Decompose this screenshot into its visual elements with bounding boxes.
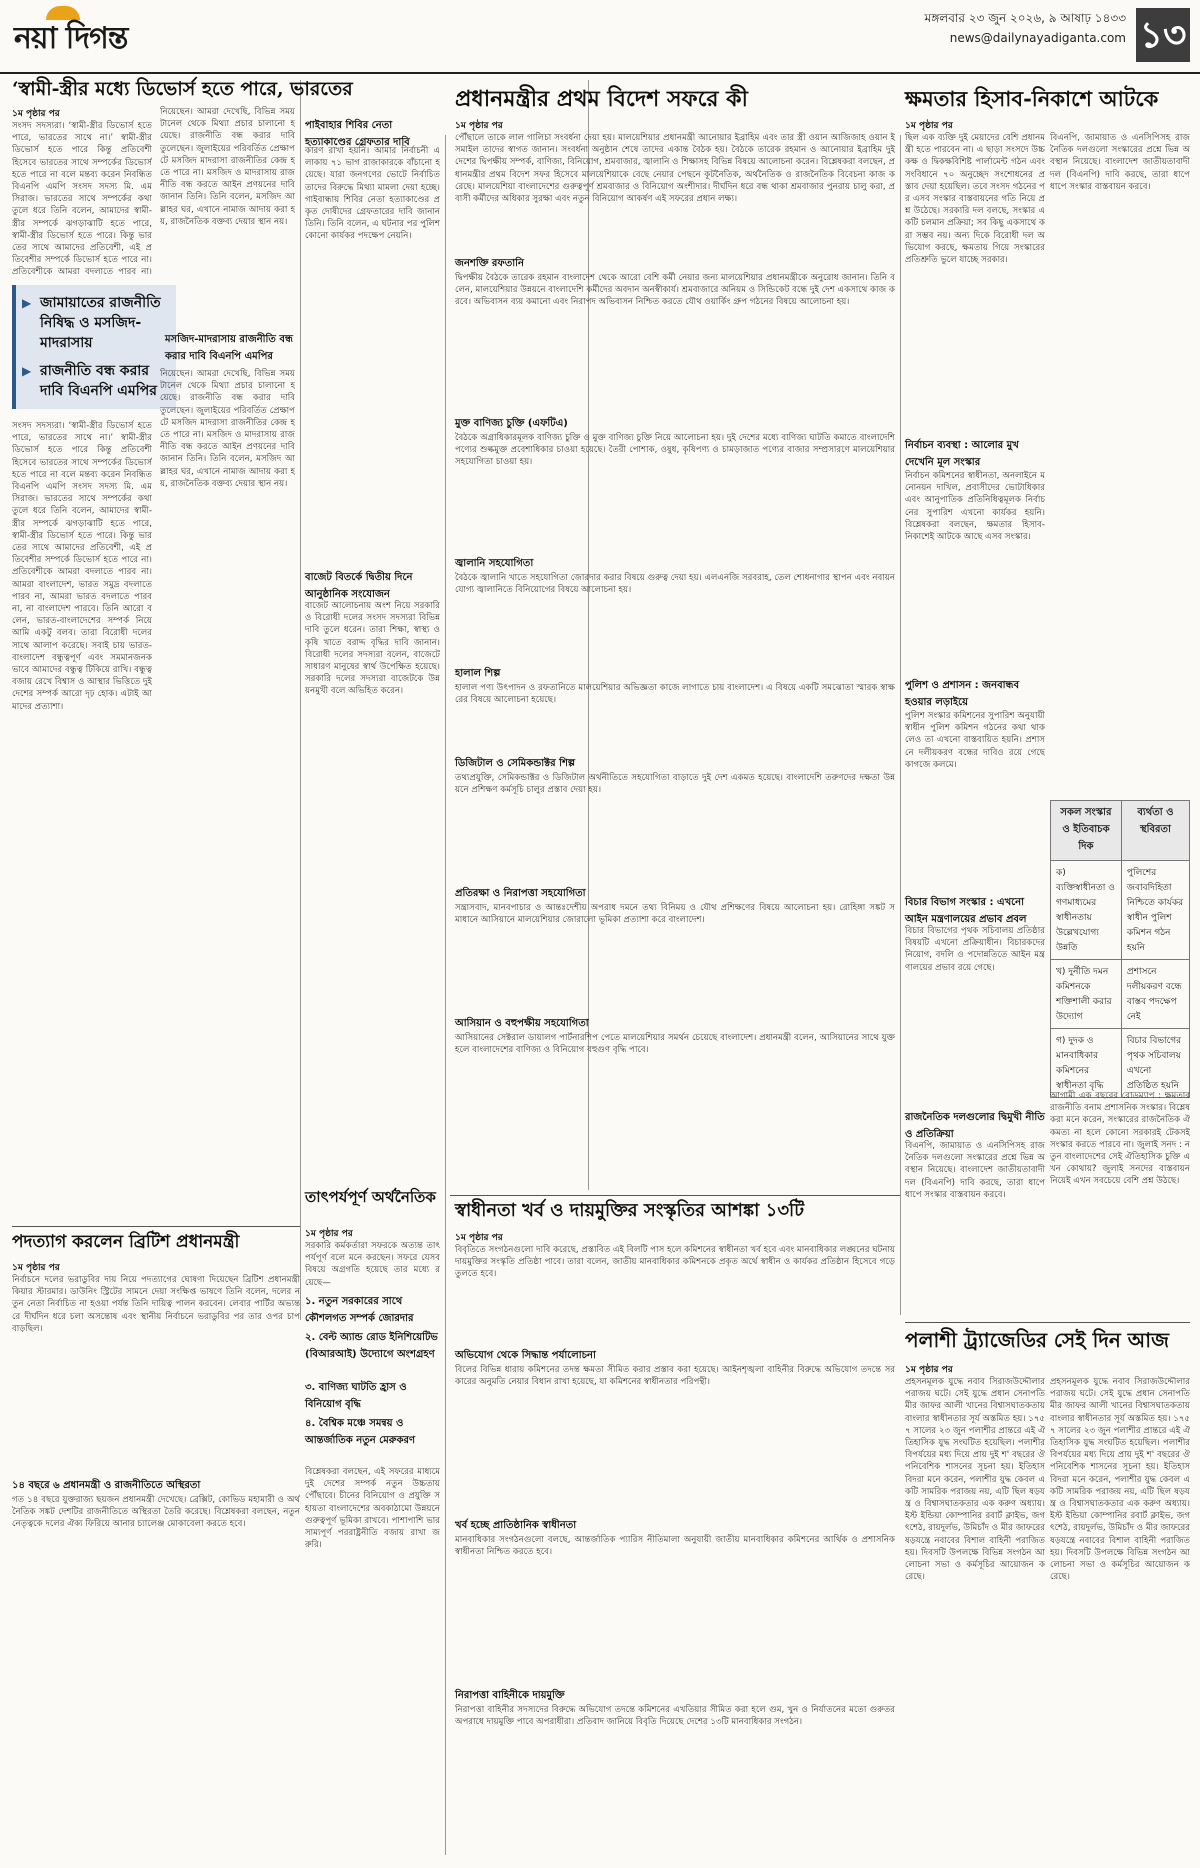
section-subhead: ১৪ বছরে ৬ প্রধানমন্ত্রী ও রাজনীতিতে অস্থিরতা [12, 1480, 201, 1491]
article-body: প্রহসনমূলক যুদ্ধে নবাব সিরাজউদ্দৌলার পরাজয় ঘটে। সেই যুদ্ধে প্রধান সেনাপতি মীর জাফর আলী খানের বিশ্বাসঘাতকতায় বাংলার স্বাধীনতার সূর্য অস্তমিত হয়। ১৭৫৭ সালের ২৩ জুন পলাশীর প্রান্তরে এই ঐতিহাসিক যুদ্ধ সংঘটিত হয়েছিল। পলাশীর বিপর্যয়ের মধ্য দিয়ে প্রায় দুই শ' বছরের ঔপনিবেশিক শাসনের সূচনা হয়। ইতিহাসবিদরা মনে করেন, পলাশীর যুদ্ধ কেবল একটি সামরিক পরাজয় নয়, এটি ছিল ষড়যন্ত্র ও বিশ্বাসঘাতকতার এক করুণ অধ্যায়। ইস্ট ইন্ডিয়া কোম্পানির রবার্ট ক্লাইভ, জগৎশেঠ, রায়দুর্লভ, উমিচাঁদ ও মীর জাফরের ষড়যন্ত্রে নবাবের বিশাল বাহিনী পরাজিত হয়। দিবসটি উপলক্ষে বিভিন্ন সংগঠন আলোচনা সভা ও কর্মসূচির আয়োজন করেছে। [905, 1377, 1045, 1583]
section-subhead: মসজিদ-মাদরাসায় রাজনীতি বন্ধ করার দাবি বিএনপি এমপির [165, 334, 293, 362]
issue-date: মঙ্গলবার ২৩ জুন ২০২৬, ৯ আষাঢ় ১৪৩৩ [924, 11, 1126, 25]
article-body: বৈঠকে অগ্রাধিকারমূলক বাণিজ্য চুক্তি ও মুক্ত বাণিজ্য চুক্তি নিয়ে আলোচনা হয়। দুই দেশের মধ্যে বাণিজ্য ঘাটতি কমাতে বাংলাদেশি পণ্যের শুল্কমুক্ত প্রবেশাধিকার চাওয়া হয়েছে। তৈরী পোশাক, ওষুধ, কৃষিপণ্য ও চামড়াজাত পণ্যের বাজার সম্প্রসারণে মালয়েশিয়ার সহযোগিতা চাওয়া হয়। [455, 433, 895, 468]
pull-quote-item: ▶ রাজনীতি বন্ধ করার দাবি বিএনপি এমপির [22, 361, 170, 401]
article-body: নির্বাচনে দলের ভরাডুবির দায় নিয়ে পদত্যাগের ঘোষণা দিয়েছেন ব্রিটিশ প্রধানমন্ত্রী কিয়ার স্টারমার। ডাউনিং স্ট্রিটের সামনে দেয়া সংক্ষিপ্ত ভাষণে তিনি বলেন, দলের নতুন নেতা নির্বাচিত না হওয়া পর্যন্ত তিনি দায়িত্ব পালন করবেন। লেবার পার্টির অভ্যন্তরে দীর্ঘদিন ধরে চলা অসন্তোষ এবং স্থানীয় নির্বাচনে ভরাডুবির পর তার ওপর চাপ বাড়ছিল। [12, 1275, 300, 1334]
continued-ref: ১ম পৃষ্ঠার পর [455, 1233, 503, 1243]
table-row [1051, 861, 1190, 960]
article-body: হালাল পণ্য উৎপাদন ও রফতানিতে মালয়েশিয়ার অভিজ্ঞতা কাজে লাগাতে চায় বাংলাদেশ। এ বিষয়ে একটি সমঝোতা স্মারক স্বাক্ষরের বিষয়ে আলোচনা হয়েছে। [455, 683, 895, 706]
article-headline[interactable]: স্বাধীনতা খর্ব ও দায়মুক্তির সংস্কৃতির আশঙ্কা ১৩টি [455, 1200, 805, 1221]
table-cell: বিচার বিভাগের পৃথক সচিবালয় এখনো প্রতিষ্ঠিত হয়নি [1121, 1029, 1189, 1098]
article-headline[interactable]: প্রধানমন্ত্রীর প্রথম বিদেশ সফরে কী [455, 86, 748, 112]
article-body: পৌঁছালে তাকে লাল গালিচা সংবর্ধনা দেয়া হয়। মালয়েশিয়ার প্রধানমন্ত্রী আনোয়ার ইব্রাহিম এবং তার স্ত্রী ওয়ান আজিজাহ ওয়ান ইসমাইল তাদের স্বাগত জানান। সংবর্ধনা অনুষ্ঠান শেষে তাদের একান্ত বৈঠক হয়। বৈঠকে তারেক রহমান ও আনোয়ার ইব্রাহিম দুই দেশের দ্বিপক্ষীয় সম্পর্ক, বাণিজ্য, বিনিয়োগ, শ্রমবাজার, জ্বালানি ও শিক্ষাসহ বিভিন্ন বিষয়ে আলোচনা করেন। বিশ্লেষকরা বলছেন, প্রধানমন্ত্রীর প্রথম বিদেশ সফর হিসেবে মালয়েশিয়াকে বেছে নেয়ার পেছনে কূটনৈতিক, অর্থনৈতিক ও রাজনৈতিক বিবেচনা কাজ করেছে। মালয়েশিয়া বাংলাদেশের গুরুত্বপূর্ণ শ্রমবাজার ও বিনিয়োগ অংশীদার। দীর্ঘদিন ধরে বন্ধ থাকা শ্রমবাজার পুনরায় চালু করা, প্রবাসী কর্মীদের অধিকার সুরক্ষা এবং নতুন বিনিয়োগ আকর্ষণ এই সফরের প্রধান লক্ষ্য। [455, 133, 895, 205]
article-body: বিচার বিভাগের পৃথক সচিবালয় প্রতিষ্ঠার বিষয়টি এখনো প্রক্রিয়াধীন। বিচারকদের নিয়োগ, বদলি ও পদোন্নতিতে আইন মন্ত্রণালয়ের প্রভাব রয়ে গেছে। [905, 926, 1045, 973]
article-body: সংসদ সদস্যরা। ‘স্বামী-স্ত্রীর ডিভোর্স হতে পারে, ভারতের সাথে না।’ স্বামী-স্ত্রীর ডিভোর্স হতে পারে কিন্তু প্রতিবেশী হিসেবে ভারতের সাথে সম্পর্কের ডিভোর্স হতে পারে না বলে মন্তব্য করেন নিবন্ধিত বিএনপি এমপি সংসদ সদস্য মি. এম সিরাজ। ভারতের সাথে সম্পর্কের কথা তুলে ধরে তিনি বলেন, আমাদের স্বামী-স্ত্রীর সম্পর্কে ঝগড়াঝাটি হতে পারে, স্বামী-স্ত্রীর ডিভোর্স হতে পারে। কিন্তু ভারতের সাথে আমাদের প্রতিবেশী, এই প্রতিবেশীর সম্পর্কে ডিভোর্স হতে পারে না। প্রতিবেশীকে আমরা বদলাতে পারব না। আমরা বাংলাদেশ, ভারত সমুদ্র বদলাতে পারব না, আমরা ভারত বদলাতে পারব না, না বাংলাদেশ পারবে। তিনি আরো বলেন, ভারত-বাংলাদেশের সম্পর্ক নিয়ে আমি একটু বলব। তারা বিরোধী দলের সাথে আলাপ করেছে। সবাই চায় ভারত-বাংলাদেশ বন্ধুত্বপূর্ণ এবং সমমানজনকভাবে আমাদের বন্ধুত্ব টিকিয়ে রাখি। বন্ধুত্ব বজায় রেখে বিশ্বাস ও আস্থার ভিত্তিতে দুই দেশের সম্পর্ক আরো দৃঢ় হোক। এটাই আমাদের প্রত্যাশা। [12, 421, 152, 712]
pull-quote-item: ▶ জামায়াতের রাজনীতি নিষিদ্ধ ও মসজিদ-মাদরাসায় [22, 293, 170, 353]
article-body: বিএনপি, জামায়াত ও এনসিপিসহ রাজনৈতিক দলগুলো সংস্কারের প্রশ্নে ভিন্ন অবস্থান নিয়েছে। বাংলাদেশ জাতীয়তাবাদী দল (বিএনপি) দাবি করছে, তারা ধাপে ধাপে সংস্কার বাস্তবায়ন করবে। [1050, 133, 1190, 192]
article-body: বিশ্লেষকরা বলছেন, এই সফরের মাধ্যমে দুই দেশের সম্পর্ক নতুন উচ্চতায় পৌঁছাবে। চীনের বিনিয়োগ ও প্রযুক্তি সহায়তা বাংলাদেশের অবকাঠামো উন্নয়নে গুরুত্বপূর্ণ ভূমিকা রাখবে। পাশাপাশি ভারসাম্যপূর্ণ পররাষ্ট্রনীতি বজায় রাখা জরুরি। [305, 1467, 440, 1551]
article-body: নির্বাচন কমিশনের স্বাধীনতা, অনলাইনে মনোনয়ন দাখিল, প্রবাসীদের ভোটাধিকার এবং আনুপাতিক প্রতিনিধিত্বমূলক নির্বাচনের সুপারিশ এখনো কার্যকর হয়নি। বিশ্লেষকরা বলছেন, ক্ষমতার হিসাব-নিকাশেই আটকে আছে এসব সংস্কার। [905, 471, 1045, 543]
table-row [1051, 1029, 1190, 1098]
list-item: ২. বেল্ট অ্যান্ড রোড ইনিশিয়েটিভ (বিআরআই) উদ্যোগে অংশগ্রহণ [305, 1332, 438, 1360]
table-cell: ক) ব্যক্তিস্বাধীনতা ও গণমাধ্যমের স্বাধীনতায় উল্লেখযোগ্য উন্নতি [1051, 861, 1122, 960]
article-body: বিলের বিভিন্ন ধারায় কমিশনের তদন্ত ক্ষমতা সীমিত করার প্রস্তাব করা হয়েছে। আইনশৃঙ্খলা বাহিনীর বিরুদ্ধে অভিযোগ তদন্তে সরকারের অনুমতি নেয়ার বিধান রাখা হয়েছে, যা কমিশনের স্বাধীনতার পরিপন্থী। [455, 1365, 895, 1388]
article-body: সরকারি কর্মকর্তারা সফরকে অত্যন্ত তাৎপর্যপূর্ণ বলে মনে করছেন। সফরে যেসব বিষয়ে অগ্রগতি হয়েছে তার মধ্যে রয়েছে— [305, 1241, 440, 1288]
section-subhead: ডিজিটাল ও সেমিকন্ডাক্টর শিল্প [455, 758, 576, 769]
table-cell: খ) দুর্নীতি দমন কমিশনকে শক্তিশালী করার উদ্যোগ [1051, 960, 1122, 1029]
article-body: তথ্যপ্রযুক্তি, সেমিকন্ডাক্টর ও ডিজিটাল অর্থনীতিতে সহযোগিতা বাড়াতে দুই দেশ একমত হয়েছে। বাংলাদেশি তরুণদের দক্ষতা উন্নয়নে প্রশিক্ষণ কর্মসূচি চালুর প্রস্তাব দেয়া হয়। [455, 773, 895, 796]
article-body: আগামী এক বছরের রোডম্যাপ : ক্ষমতার রাজনীতি বনাম প্রশাসনিক সংস্কার। বিশ্লেষকরা মনে করেন, সংস্কারের রাজনৈতিক ঐকমত্য না হলে কোনো সরকারই টেকসই সংস্কার করতে পারবে না। জুলাই সনদ : নতুন বাংলাদেশের সেই ঐতিহাসিক চুক্তি এখন কোথায়? জুলাই সনদের বাস্তবায়ন নিয়েই এখন সবচেয়ে বেশি প্রশ্ন উঠছে। [1050, 1091, 1190, 1187]
list-item: ৪. বৈশ্বিক মঞ্চে সমন্বয় ও আন্তর্জাতিক নতুন মেরুকরণ [305, 1418, 415, 1446]
section-divider [905, 1322, 1190, 1323]
article-headline[interactable]: পদত্যাগ করলেন ব্রিটিশ প্রধানমন্ত্রী [12, 1232, 240, 1252]
table-header: ব্যর্থতা ও স্থবিরতা [1121, 801, 1189, 861]
continued-ref: ১ম পৃষ্ঠার পর [905, 121, 953, 131]
section-subhead: জ্বালানি সহযোগিতা [455, 558, 534, 569]
list-item: ১. নতুন সরকারের সাথে কৌশলগত সম্পর্ক জোরদার [305, 1296, 414, 1324]
dateline [925, 8, 1126, 48]
article-body: সন্ত্রাসবাদ, মানবপাচার ও আন্তঃদেশীয় অপরাধ দমনে তথ্য বিনিময় ও যৌথ প্রশিক্ষণের বিষয়ে আলোচনা হয়। রোহিঙ্গা সঙ্কট সমাধানে আসিয়ানে মালয়েশিয়ার জোরালো ভূমিকা প্রত্যাশা করে বাংলাদেশ। [455, 903, 895, 926]
section-divider [450, 1195, 900, 1196]
section-subhead: পাইবাহার শিবির নেতা হত্যাকাণ্ডের গ্রেফতার দাবি [305, 120, 410, 148]
masthead [0, 0, 1200, 74]
section-subhead: হালাল শিল্প [455, 668, 501, 679]
article-headline[interactable]: পলাশী ট্র্যাজেডির সেই দিন আজ [905, 1328, 1169, 1352]
pull-quote-box [12, 285, 176, 409]
page-number: ১৩ [1136, 8, 1190, 62]
section-subhead: জনশক্তি রফতানি [455, 258, 524, 269]
article-body: আসিয়ানের সেক্টরাল ডায়ালগ পার্টনারশিপ পেতে মালয়েশিয়ার সমর্থন চেয়েছে বাংলাদেশ। প্রধানমন্ত্রী বলেন, আসিয়ানের সাথে যুক্ত হলে বাংলাদেশের বাণিজ্য ও বিনিয়োগ বহুগুণ বৃদ্ধি পাবে। [455, 1033, 895, 1056]
article-headline[interactable]: ক্ষমতার হিসাব-নিকাশে আটকে [905, 86, 1159, 111]
article-headline[interactable]: ‘স্বামী-স্ত্রীর মধ্যে ডিভোর্স হতে পারে, ভারতের [12, 78, 353, 100]
article-body: বাজেট আলোচনায় অংশ নিয়ে সরকারি ও বিরোধী দলের সংসদ সদস্যরা বিভিন্ন দাবি তুলে ধরেন। তারা শিক্ষা, স্বাস্থ্য ও কৃষি খাতে বরাদ্দ বৃদ্ধির দাবি জানান। বিরোধী দলের সদস্যরা বলেন, বাজেটে সাধারণ মানুষের স্বার্থ উপেক্ষিত হয়েছে। সরকারি দলের সদস্যরা বাজেটকে উন্নয়নমুখী বলে অভিহিত করেন। [305, 601, 440, 697]
article-body: বিএনপি, জামায়াত ও এনসিপিসহ রাজনৈতিক দলগুলো সংস্কারের প্রশ্নে ভিন্ন অবস্থান নিয়েছে। বাংলাদেশ জাতীয়তাবাদী দল (বিএনপি) দাবি করছে, তারা ধাপে ধাপে সংস্কার বাস্তবায়ন করবে। [905, 1141, 1045, 1200]
website-link[interactable]: news@dailynayadiganta.com [949, 31, 1126, 45]
article-body: ছিল এক ব্যক্তি দুই মেয়াদের বেশি প্রধানমন্ত্রী হতে পারবেন না। এ ছাড়া সংসদে উচ্চকক্ষ ও দ্বিকক্ষবিশিষ্ট পার্লামেন্ট গঠন এবং সংবিধানে ৭০ অনুচ্ছেদ সংশোধনের প্রস্তাব দেয়া হয়েছিল। তবে সংসদ গঠনের পর এসব সংস্কার বাস্তবায়নের গতি নিয়ে প্রশ্ন উঠেছে। সরকারি দল বলছে, সংস্কার একটি চলমান প্রক্রিয়া; সব কিছু একসাথে করা সম্ভব নয়। অন্য দিকে বিরোধী দল অভিযোগ করছে, ক্ষমতায় গিয়ে সংস্কারের প্রতিশ্রুতি ভুলে যাচ্ছে সরকার। [905, 133, 1045, 266]
section-subhead: অভিযোগ থেকে সিদ্ধান্ত পর্যালোচনা [455, 1350, 596, 1361]
section-subhead: রাজনৈতিক দলগুলোর দ্বিমুখী নীতি ও প্রতিক্রিয়া [905, 1112, 1045, 1140]
continued-ref: ১ম পৃষ্ঠার পর [905, 1365, 953, 1375]
column-divider [300, 80, 301, 1320]
table-cell: পুলিশের জবাবদিহিতা নিশ্চিতে কার্যকর স্বাধীন পুলিশ কমিশন গঠন হয়নি [1121, 861, 1189, 960]
article-body: পুলিশ সংস্কার কমিশনের সুপারিশ অনুযায়ী স্বাধীন পুলিশ কমিশন গঠনের কথা থাকলেও তা এখনো বাস্তবায়িত হয়নি। প্রশাসনে দলীয়করণ বন্ধের দাবিও রয়ে গেছে কাগজে কলমে। [905, 711, 1045, 770]
section-subhead: পুলিশ ও প্রশাসন : জনবান্ধব হওয়ার লড়াইয়ে [905, 680, 1020, 708]
article-body: নিয়েছেন। আমরা দেখেছি, বিভিন্ন সময় টানেল থেকে মিথ্যা প্রচার চালানো হয়েছে। রাজনীতি বন্ধ করার দাবি তুলেছেন। জুলাইয়ের পরিবর্তিত প্রেক্ষাপটে মসজিদ মাদরাসা রাজনীতির কেন্দ্র হতে পারে না। মসজিদ ও মাদরাসায় রাজনীতি বন্ধ করতে আইন প্রণয়নের দাবি জানান তিনি। তিনি বলেন, মসজিদ আল্লাহর ঘর, এখানে নামাজ আদায় করা হয়, রাজনৈতিক বক্তব্য দেয়ার স্থান নয়। [160, 369, 295, 489]
article-body: মানবাধিকার সংগঠনগুলো বলছে, আন্তর্জাতিক প্যারিস নীতিমালা অনুযায়ী জাতীয় মানবাধিকার কমিশনের আর্থিক ও প্রশাসনিক স্বাধীনতা নিশ্চিত করতে হবে। [455, 1535, 895, 1558]
continued-ref: ১ম পৃষ্ঠার পর [455, 121, 503, 131]
article-body: বিবৃতিতে সংগঠনগুলো দাবি করেছে, প্রস্তাবিত এই বিলটি পাস হলে কমিশনের স্বাধীনতা খর্ব হবে এবং মানবাধিকার লঙ্ঘনের ঘটনায় দায়মুক্তির সংস্কৃতি প্রতিষ্ঠা পাবে। তারা বলেন, জাতীয় মানবাধিকার কমিশনকে প্রকৃত অর্থে স্বাধীন ও কার্যকর প্রতিষ্ঠান হিসেবে গড়ে তুলতে হবে। [455, 1245, 895, 1280]
article-body: কারণ রাখা হয়নি। আমার নির্বাচনী এলাকায় ৭১ ভাগ রাজাকারকে বাঁচানো হয়েছে। যারা জনগণের ভোটে নির্বাচিত তাদের বিরুদ্ধে মিথ্যা মামলা দেয়া হচ্ছে। গাইবান্ধায় শিবির নেতা হত্যাকাণ্ডের প্রকৃত দোষীদের গ্রেফতারের দাবি জানান তিনি। তিনি বলেন, এ ঘটনার পর পুলিশ কোনো কার্যকর পদক্ষেপ নেয়নি। [305, 146, 440, 242]
article-body: নিয়েছেন। আমরা দেখেছি, বিভিন্ন সময় টানেল থেকে মিথ্যা প্রচার চালানো হয়েছে। রাজনীতি বন্ধ করার দাবি তুলেছেন। জুলাইয়ের পরিবর্তিত প্রেক্ষাপটে মসজিদ মাদরাসা রাজনীতির কেন্দ্র হতে পারে না। মসজিদ ও মাদরাসায় রাজনীতি বন্ধ করতে আইন প্রণয়নের দাবি জানান তিনি। তিনি বলেন, মসজিদ আল্লাহর ঘর, এখানে নামাজ আদায় করা হয়, রাজনৈতিক বক্তব্য দেয়ার স্থান নয়। [160, 107, 295, 227]
continued-ref: ১ম পৃষ্ঠার পর [12, 1263, 60, 1273]
section-subhead: নিরাপত্তা বাহিনীকে দায়মুক্তি [455, 1690, 565, 1701]
column-divider [900, 135, 901, 1315]
table-cell: প্রশাসনে দলীয়করণ বন্ধে বাস্তব পদক্ষেপ নেই [1121, 960, 1189, 1029]
table-header: সকল সংস্কার ও ইতিবাচক দিক [1051, 801, 1122, 861]
table-cell: গ) দুদক ও মানবাধিকার কমিশনের স্বাধীনতা বৃদ্ধি [1051, 1029, 1122, 1098]
article-body: সংসদ সদস্যরা। ‘স্বামী-স্ত্রীর ডিভোর্স হতে পারে, ভারতের সাথে না।’ স্বামী-স্ত্রীর ডিভোর্স হতে পারে কিন্তু প্রতিবেশী হিসেবে ভারতের সাথে সম্পর্কের ডিভোর্স হতে পারে না বলে মন্তব্য করেন নিবন্ধিত বিএনপি এমপি সংসদ সদস্য মি. এম সিরাজ। ভারতের সাথে সম্পর্কের কথা তুলে ধরে তিনি বলেন, আমাদের স্বামী-স্ত্রীর সম্পর্কে ঝগড়াঝাটি হতে পারে, স্বামী-স্ত্রীর ডিভোর্স হতে পারে। কিন্তু ভারতের সাথে আমাদের প্রতিবেশী, এই প্রতিবেশীর সম্পর্কে ডিভোর্স হতে পারে না। প্রতিবেশীকে আমরা বদলাতে পারব না। [12, 121, 152, 278]
article-headline[interactable]: তাৎপর্যপূর্ণ অর্থনৈতিক [305, 1188, 436, 1206]
article-body: নিরাপত্তা বাহিনীর সদস্যদের বিরুদ্ধে অভিযোগ তদন্তে কমিশনের এখতিয়ার সীমিত করা হলে গুম, খুন ও নির্যাতনের মতো গুরুতর অপরাধে দায়মুক্তি পাবে অপরাধীরা। প্রতিবাদ জানিয়ে বিবৃতি দিয়েছে দেশের ১৩টি মানবাধিকার সংগঠন। [455, 1705, 895, 1728]
article-body: গত ১৪ বছরে যুক্তরাজ্য ছয়জন প্রধানমন্ত্রী দেখেছে। ব্রেক্সিট, কোভিড মহামারী ও অর্থনৈতিক সঙ্কট দেশটির রাজনীতিতে অস্থিরতা তৈরি করেছে। বিশ্লেষকরা বলছেন, নতুন নেতৃত্বকে দলের ঐক্য ফিরিয়ে আনার চ্যালেঞ্জ মোকাবেলা করতে হবে। [12, 1495, 300, 1530]
section-subhead: বাজেট বিতর্কে দ্বিতীয় দিনে আনুষ্ঠানিক সংযোজন [305, 572, 413, 600]
continued-ref: ১ম পৃষ্ঠার পর [305, 1229, 353, 1239]
newspaper-logo[interactable]: নয়া দিগন্ত [14, 21, 128, 56]
section-subhead: বিচার বিভাগ সংস্কার : এখনো আইন মন্ত্রণালয়ের প্রভাব প্রবল [905, 897, 1027, 925]
section-subhead: খর্ব হচ্ছে প্রাতিষ্ঠানিক স্বাধীনতা [455, 1520, 577, 1531]
section-subhead: প্রতিরক্ষা ও নিরাপত্তা সহযোগিতা [455, 888, 586, 899]
section-subhead: নির্বাচন ব্যবস্থা : আলোর মুখ দেখেনি মূল সংস্কার [905, 440, 1019, 468]
section-subhead: আসিয়ান ও বহুপক্ষীয় সহযোগিতা [455, 1018, 589, 1029]
article-divorce [12, 78, 442, 101]
column-divider [445, 135, 446, 1855]
continued-ref: ১ম পৃষ্ঠার পর [12, 109, 60, 119]
reform-status-table [1050, 800, 1190, 1098]
article-body: দ্বিপক্ষীয় বৈঠকে তারেক রহমান বাংলাদেশ থেকে আরো বেশি কর্মী নেয়ার জন্য মালয়েশিয়ার প্রধানমন্ত্রীকে অনুরোধ জানান। তিনি বলেন, মালয়েশিয়ার উন্নয়নে বাংলাদেশি কর্মীদের অবদান অনস্বীকার্য। শ্রমবাজারে অনিয়ম ও সিন্ডিকেট বন্ধে দুই দেশ একসাথে কাজ করবে। অভিবাসন ব্যয় কমানো এবং নিরাপদ অভিবাসন নিশ্চিত করতে যৌথ ওয়ার্কিং গ্রুপ গঠনের বিষয়ে আলোচনা হয়। [455, 273, 895, 308]
list-item: ৩. বাণিজ্য ঘাটতি হ্রাস ও বিনিয়োগ বৃদ্ধি [305, 1382, 407, 1410]
table-row [1051, 960, 1190, 1029]
section-divider [12, 1226, 300, 1227]
section-subhead: মুক্ত বাণিজ্য চুক্তি (এফটিএ) [455, 418, 568, 429]
article-body: বৈঠকে জ্বালানি খাতে সহযোগিতা জোরদার করার বিষয়ে গুরুত্ব দেয়া হয়। এলএনজি সরবরাহ, তেল শোধনাগার স্থাপন এবং নবায়নযোগ্য জ্বালানিতে বিনিয়োগের বিষয়ে আলোচনা হয়। [455, 573, 895, 596]
article-body: প্রহসনমূলক যুদ্ধে নবাব সিরাজউদ্দৌলার পরাজয় ঘটে। সেই যুদ্ধে প্রধান সেনাপতি মীর জাফর আলী খানের বিশ্বাসঘাতকতায় বাংলার স্বাধীনতার সূর্য অস্তমিত হয়। ১৭৫৭ সালের ২৩ জুন পলাশীর প্রান্তরে এই ঐতিহাসিক যুদ্ধ সংঘটিত হয়েছিল। পলাশীর বিপর্যয়ের মধ্য দিয়ে প্রায় দুই শ' বছরের ঔপনিবেশিক শাসনের সূচনা হয়। ইতিহাসবিদরা মনে করেন, পলাশীর যুদ্ধ কেবল একটি সামরিক পরাজয় নয়, এটি ছিল ষড়যন্ত্র ও বিশ্বাসঘাতকতার এক করুণ অধ্যায়। ইস্ট ইন্ডিয়া কোম্পানির রবার্ট ক্লাইভ, জগৎশেঠ, রায়দুর্লভ, উমিচাঁদ ও মীর জাফরের ষড়যন্ত্রে নবাবের বিশাল বাহিনী পরাজিত হয়। দিবসটি উপলক্ষে বিভিন্ন সংগঠন আলোচনা সভা ও কর্মসূচির আয়োজন করেছে। [1050, 1377, 1190, 1583]
